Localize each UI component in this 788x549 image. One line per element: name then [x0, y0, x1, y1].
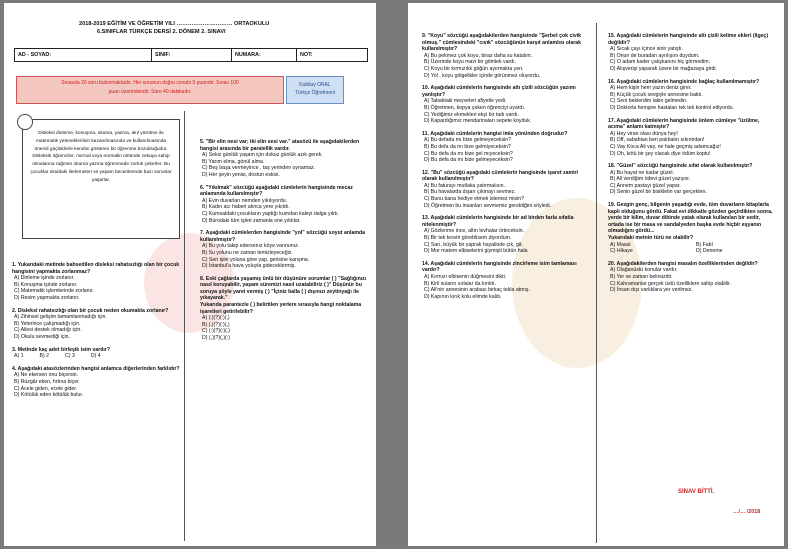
- answer-option[interactable]: B) Kirli suların sırlalar da kırıktı.: [424, 280, 497, 287]
- answer-option[interactable]: C) Beş başa vermeyince , taş yerinden oynamaz.: [202, 165, 316, 172]
- question-text: Aşağıdaki cümlelerin hangisinde bağlaç kullanılmamıştır?: [616, 78, 760, 85]
- question-text: "Koyu" sözcüğü aşağıdakilerden hangisinde "Şerbet çok civik olmuş." cümlesindeki "cıvık" sözcüğünün karşıt anlamlısı olarak kullanılmıştır?: [422, 33, 582, 53]
- question-stem: [12, 347, 180, 354]
- answer-option[interactable]: A) Olağanüstü konular vardır.: [610, 267, 678, 274]
- answer-option[interactable]: B) Off, sabahtan beri palıbatın sıkıntıdan!: [610, 137, 705, 144]
- answer-option[interactable]: A) Hey viran olası dünya hey!: [610, 130, 678, 137]
- answer-option[interactable]: A) Bu pekmez çok koyu, biraz daha su katalım.: [424, 52, 533, 59]
- answer-option[interactable]: C) Acele giden, ecele gider.: [14, 385, 78, 392]
- question-text: Yukarıdaki metinde bahsedilen disleksi rahatsızlığı olan bir çocuk hangisini yapmakta zorlanmaz?: [12, 262, 180, 275]
- answer-option[interactable]: B) Bu havalarda dışarı çıkmayı sevmez.: [424, 189, 516, 196]
- answer-option[interactable]: D) Bürodaki tüm işleri zamanla one yıktılar.: [202, 217, 301, 224]
- answer-option[interactable]: D) Yol , koyu gölgelikler içinde görünmez oluyordu.: [424, 72, 541, 79]
- question-number: 5.: [200, 139, 205, 145]
- answer-options: [608, 242, 776, 255]
- answer-option[interactable]: C) Ailesi destek olmadığı için.: [14, 327, 82, 334]
- answer-options: [422, 137, 592, 163]
- answer-option[interactable]: C) (:)(?)(:)(,): [202, 328, 230, 335]
- question-13: [422, 215, 592, 255]
- question-number: 2.: [12, 307, 17, 314]
- question-stem: [200, 230, 370, 243]
- answer-options: [12, 372, 180, 398]
- answer-option[interactable]: B) Küçük çocuk sevgiyle annesine baktı.: [610, 91, 703, 98]
- question-18: [608, 163, 776, 196]
- answer-option[interactable]: C) Matematik işlemlerinde zorlanır.: [14, 288, 94, 295]
- question-17: [608, 118, 776, 158]
- question-16: [608, 79, 776, 112]
- exam-end-text: SINAV BİTTİ.: [678, 489, 715, 495]
- answer-option[interactable]: C) Vay Koca Ali vay, ne hale geçmiş adamcağız!: [610, 143, 721, 150]
- answer-option[interactable]: A) Bu defada mı bize gelmeyeceksin?: [424, 137, 512, 144]
- question-number: 16.: [608, 78, 616, 85]
- exam-page-1: [4, 3, 376, 546]
- question-text: Disleksi rahatsızlığı olan bir çocuk neden okumakta zorlanır?: [17, 307, 169, 314]
- answer-options: [12, 353, 180, 360]
- teacher-box: [286, 76, 344, 104]
- question-stem: [608, 261, 776, 268]
- question-20: [608, 261, 776, 294]
- answer-option[interactable]: B) Yer ve zaman belirsizdir.: [610, 274, 673, 280]
- question-text: Aşağıdakilerden hangisi masalın özelliklerinden değildir?: [616, 260, 758, 267]
- answer-options: [608, 170, 776, 196]
- question-stem: [608, 79, 776, 86]
- answer-options: [200, 243, 370, 269]
- answer-option[interactable]: B) Yeterince çalışmadığı için.: [14, 320, 81, 327]
- answer-options: [422, 183, 592, 209]
- questions-column-1: [12, 262, 180, 405]
- question-stem: [12, 366, 180, 373]
- exam-header: [79, 20, 269, 36]
- question-number: 4.: [12, 365, 17, 372]
- student-info-row: [14, 48, 368, 62]
- question-7: [200, 230, 370, 270]
- question-text: "Bir elin nesi var; iki elin sesi var." atasözü ile aşağıdakilerden hangisi arasında bir paralellik vardır.: [200, 139, 360, 152]
- question-6: [200, 185, 370, 225]
- answer-option[interactable]: B) Bir tek tesviri göreblisem diyordum.: [424, 235, 512, 242]
- answer-option[interactable]: C) 3: [65, 353, 75, 360]
- question-8: [200, 276, 370, 342]
- number-field[interactable]: NUMARA:: [232, 49, 297, 61]
- reading-passage: Disleksi dinleme, konuşma, okuma, yazma, akıl yürütme ile matematik yetenekleriinin kazanılmasında ve kullanılmasında önemli güçlüklerle kendini gösteren bir öğrenme bozukluğudur. Disleksik öğrenciler, normal veya normalin üstünde zekaya sahip olmalarına rağmen okuma yazma öğrenmede zorluk çekerler. Bu çocuklar okuldaki ilerlemeleri ve yaşam becerilerinde bazı sorunlar yaşarlar.: [22, 119, 180, 239]
- answer-options: [422, 53, 592, 79]
- exam-page-2: [408, 3, 784, 546]
- question-stem: [608, 118, 776, 131]
- answer-option[interactable]: D) Kapardığımız mendarinaları sepete koyduk.: [424, 118, 532, 125]
- question-number: 11.: [422, 130, 429, 137]
- answer-option[interactable]: A) Dinleme işinde zorlanır.: [14, 275, 75, 282]
- answer-option[interactable]: B) Öğretmen, kopya çeken öğrenciyi uyardı.: [424, 104, 526, 111]
- answer-option[interactable]: D) Senin güzel bir bisikletin var gerçekten.: [610, 189, 707, 196]
- answer-options: [422, 274, 592, 300]
- answer-option[interactable]: D) Alışverişi yaparak üzere bir mağazaya girdi.: [610, 65, 717, 72]
- answer-option[interactable]: D) Resim yapmakta zorlanır.: [14, 294, 80, 301]
- column-divider: [184, 111, 185, 541]
- questions-column-4: [608, 33, 776, 300]
- answer-option[interactable]: D) Kapının kırık kolu elimde kaldı.: [424, 293, 502, 300]
- question-number: 12.: [422, 169, 430, 176]
- name-field[interactable]: AD - SOYAD:: [15, 49, 152, 61]
- question-number: 1.: [12, 262, 17, 268]
- grade-field[interactable]: NOT:: [300, 52, 313, 58]
- question-stem: [200, 139, 370, 152]
- question-stem: [422, 170, 592, 183]
- answer-option[interactable]: C) Bu defa da mı bize gel mıyeceksin?: [424, 150, 513, 157]
- question-stem: [608, 163, 776, 170]
- question-10: [422, 85, 592, 125]
- answer-option[interactable]: A) 1: [14, 353, 24, 360]
- question-stem: [422, 261, 592, 274]
- answer-option[interactable]: D) Öğretmen bu insanları sevmemiz gerektiğini söyledi.: [424, 202, 552, 209]
- answer-option[interactable]: B) Onun de buradan ayrılışını duydum.: [610, 52, 700, 59]
- answer-option[interactable]: C) Ali'nin annesinin arabası birkaç tekla atmış.: [424, 287, 530, 294]
- answer-option[interactable]: D) 4: [90, 353, 101, 360]
- question-19: [608, 202, 776, 255]
- answer-options: [422, 228, 592, 254]
- question-stem: [12, 262, 180, 275]
- question-text: "Güzel" sözcüğü hangisinde sıfat olarak kullanılmıştır?: [616, 163, 753, 170]
- answer-option[interactable]: A) Sıcak çayı içince sinir yatıştı.: [610, 46, 683, 53]
- header-line-1: 2018-2019 EĞİTİM VE ÖĞRETİM YILI ………………………… ORTAOKULU: [79, 21, 270, 27]
- class-field[interactable]: SINIF:: [152, 49, 232, 61]
- question-text: Aşağıdaki cümlelerin hangisinde zincirleme isim tamlaması vardır?: [422, 260, 577, 274]
- answer-option[interactable]: B) Su yolunu ne zaman temizleyeceğiz.: [202, 249, 293, 256]
- question-11: [422, 131, 592, 164]
- question-stem: [200, 185, 370, 198]
- question-stem: [422, 131, 592, 138]
- answer-option[interactable]: B) Rüzgâr eken, fırtına biçer.: [14, 378, 81, 385]
- teacher-role: Türkçe Öğretmeni: [294, 90, 335, 96]
- exam-date: …/… /2018: [733, 509, 761, 515]
- answer-option[interactable]: D) İstanbul'a hava yoluyla gideceklermiş.: [202, 263, 296, 270]
- question-stem: [608, 33, 776, 46]
- answer-option[interactable]: C) Annem pastayı güzel yapar.: [610, 182, 681, 189]
- question-number: 8.: [200, 275, 205, 282]
- question-subprompt: Yukarıdaki metnin türü ne olabilir?: [608, 235, 694, 242]
- answer-option[interactable]: D) İnsan dışı varlıklara yer verilmez.: [610, 287, 693, 294]
- answer-options: [422, 98, 592, 124]
- answer-option[interactable]: C) Yediğimiz ekmekleri ekşi bir tadı vardı.: [424, 111, 519, 118]
- question-number: 3.: [12, 346, 17, 353]
- answer-option[interactable]: D) Oh, kötü bir şey olacak diye ödüm koptu!: [610, 150, 711, 157]
- question-stem: [200, 276, 370, 302]
- answer-option[interactable]: B) Konuşma işinde zorlanır.: [14, 281, 78, 288]
- question-number: 17.: [608, 117, 616, 124]
- answer-option[interactable]: B) Üzerinde koyu mavi bir gömlek vardı.: [424, 59, 516, 66]
- question-15: [608, 33, 776, 73]
- answer-options: [200, 198, 370, 224]
- answer-option[interactable]: B) 2: [39, 353, 50, 360]
- question-3: [12, 347, 180, 360]
- instructions-line-2: puan üzerindendir. Süre 40 dakikadır.: [108, 89, 192, 95]
- answer-options: [12, 314, 180, 340]
- question-number: 18.: [608, 163, 616, 170]
- answer-option[interactable]: C) O adam kader çalışkanını hiç görmedim.: [610, 59, 711, 66]
- question-text: Gezgin genç, bilgenin yaşadığı evde, tüm duvarların kitaplarla kaplı olduğunu gördü. Fakat evi dikkatle gözden geçirdikten sonra, yerde bir kilim, duvar dibinde yatak olarak kullanılan bir sedir, ortada ise bir masa ve sandalyeden başka evde hiçbir eşyanın olmadığını gördü...: [608, 202, 773, 235]
- question-subprompt: Yukarıda parantezle ( ) belirtilen yerlere sırasıyla hangi noktalama işaretleri getirilebilir?: [200, 302, 362, 315]
- question-stem: [608, 202, 776, 235]
- question-text: Aşağıdaki cümlelerin hangisinde altı çizili sözcüğün yazımı yanlıştır?: [422, 85, 576, 98]
- instructions-line-1: Sınavda 20 soru bulunmaktadır. Her sorunun doğru cevabı 5 puandır. Sınav 100: [61, 80, 239, 86]
- answer-option[interactable]: D) Mor matem elbiselerini giymişti bütün hala: [424, 248, 528, 255]
- answer-options: [200, 152, 370, 178]
- answer-option[interactable]: A) Tabaktaki meyveleri afiyetle yedi.: [424, 98, 507, 105]
- question-9: [422, 33, 592, 79]
- question-text: Aşağıdaki atasözlerinden hangisi anlamca diğerlerinden farklıdır?: [17, 365, 180, 372]
- answer-option[interactable]: A) Bu faturayı mutlaka yatırmalısın.: [424, 182, 506, 189]
- answer-option[interactable]: D) Okulu sevmediği için.: [14, 333, 70, 340]
- answer-option[interactable]: A) Gözlerime ince, altın levhalar örteceksin.: [424, 228, 525, 235]
- answer-option[interactable]: A) Zihinsel gelişim tamamlanmadığı için.: [14, 314, 107, 321]
- answer-options: [608, 131, 776, 157]
- answer-option[interactable]: B) Ali verdiğim ödevi güzel yazıyor.: [610, 176, 691, 183]
- question-number: 19.: [608, 202, 616, 209]
- question-stem: [422, 33, 592, 53]
- question-text: Eski çağlarda yaşamış ünlü bir düşünüre sorumlar ( ) "Sağlığınızı nasıl koruyabilir, yaşam süremizi nasıl uzatabiliriz ( )" Düşünür bu soruya şöyle yanıt vermiş ( ) "İçiniz balla ( ) dışınızı zeytinyağı ile yıkayarak.": [200, 275, 367, 302]
- question-text: Aşağıdaki cümlelerden hangisinde "yol" sözcüğü soyut anlamda kullanılmıştır?: [200, 230, 366, 243]
- question-number: 14.: [422, 260, 430, 267]
- answer-option[interactable]: A) Bu yolu takip edersenız köye varırsınız.: [202, 243, 300, 250]
- question-text: Aşağıdaki cümlelerin hangisinde altı çizili kelime ekleri (ilgeç) değildir?: [608, 33, 769, 46]
- answer-option[interactable]: B) (,)(?)(:)(,): [202, 321, 230, 328]
- question-number: 20.: [608, 260, 616, 267]
- answer-option[interactable]: D) Bu defa da mı bize gelmeyeceksin?: [424, 157, 513, 164]
- question-5: [200, 139, 370, 179]
- question-text: Aşağıdaki cümlelerin hangisinde bir ad birden fazla sıfatla nitelenmiştir?: [422, 215, 574, 228]
- answer-option[interactable]: A) Kırmızı elbisenin düğmesini dikti.: [424, 274, 507, 280]
- column-divider: [596, 23, 597, 543]
- question-stem: [422, 215, 592, 228]
- question-number: 6.: [200, 184, 205, 191]
- question-14: [422, 261, 592, 301]
- question-text: Metinde kaç adet birleşik isim vardır?: [17, 346, 111, 353]
- answer-option[interactable]: C) Kahramanlar gerçek üstü özelliklere sahip olabilir.: [610, 280, 731, 287]
- answer-option[interactable]: C) Bunu bana hediye etmek istemez misin?: [424, 196, 525, 203]
- question-4: [12, 366, 180, 399]
- answer-option[interactable]: D) Doktorla hemşire hastaları tek tek kontrol ediyordu.: [610, 104, 734, 111]
- exam-instructions: [16, 76, 284, 104]
- question-number: 15.: [608, 33, 616, 39]
- answer-option[interactable]: A) (:)(?)(:)(,): [202, 315, 230, 322]
- answer-options: [200, 315, 370, 341]
- question-stem: [422, 85, 592, 98]
- answer-options: [608, 267, 776, 293]
- questions-column-3: [422, 33, 592, 306]
- question-number: 9.: [422, 33, 427, 39]
- answer-option[interactable]: A) Masal: [610, 241, 631, 248]
- answer-option[interactable]: B) Yarım elma, gönül alma.: [202, 158, 265, 165]
- answer-option[interactable]: B) Kadın acı haberi alınca yere yıkıldı.: [202, 204, 290, 211]
- answer-option[interactable]: D) Her şeyin yenisi, dostun eskisi.: [202, 171, 280, 178]
- question-text: Aşağıdaki cümlelerin hangisi imla yönünden doğrudur?: [430, 130, 568, 137]
- question-2: [12, 308, 180, 341]
- answer-option[interactable]: C) Koyu bir kırmızılık göğün ayırmakta yeri.: [424, 65, 524, 72]
- questions-column-2: [200, 139, 370, 348]
- question-number: 10.: [422, 85, 430, 92]
- question-text: "Yıkılmak" sözcüğü aşağıdaki cümlelerin hangisinde mecaz anlamında kullanılmıştır?: [200, 184, 353, 198]
- answer-options: [608, 46, 776, 72]
- question-text: "Bu" sözcüğü aşağıdaki cümlelerin hangisinde işaret zamiri olarak kullanılmıştır?: [422, 169, 579, 183]
- answer-option[interactable]: B) Bu defa da mı bize gelmiyeceksin?: [424, 143, 511, 150]
- answer-options: [608, 85, 776, 111]
- header-line-2: 6.SINIFLAR TÜRKÇE DERSİ 2. DÖNEM 2. SINAVI: [97, 29, 226, 35]
- question-number: 7.: [200, 230, 205, 237]
- answer-option[interactable]: D) Kötülük eden kötülük bulur.: [14, 392, 84, 399]
- question-1: [12, 262, 180, 302]
- answer-option[interactable]: B) Fabl: [696, 241, 713, 248]
- teacher-name: Kubilay ORAL: [299, 82, 331, 88]
- answer-option[interactable]: A) Hem kişin hem yazın deniz girer.: [610, 85, 692, 92]
- question-number: 13.: [422, 215, 430, 222]
- answer-option[interactable]: C) Sen işini yoluna göre yap, gerisine karışma.: [202, 256, 310, 263]
- answer-option[interactable]: A) Evin duvarları nemden yıkılıyordu.: [202, 197, 288, 204]
- question-text: Aşağıdaki cümlelerin hangisinde ünlem cümleye "üzülme, acıma" anlamı katmıştır?: [608, 117, 760, 131]
- question-12: [422, 170, 592, 210]
- answer-option[interactable]: A) Bu hayat ne kadar güzel.: [610, 169, 675, 176]
- question-stem: [12, 308, 180, 315]
- answer-option[interactable]: D) Deneme: [696, 248, 723, 255]
- answer-option[interactable]: A) Sekiz günlük yaşam için dokuz günlük azık gerek.: [202, 152, 323, 159]
- answer-option[interactable]: C) Hikaye: [610, 248, 633, 255]
- answer-option[interactable]: C) Seni beklerdim lakin gelmedin.: [610, 98, 688, 105]
- answer-options: [12, 275, 180, 301]
- answer-option[interactable]: D) (,)(?)(,)(:): [202, 335, 230, 342]
- answer-option[interactable]: C) Kumsaldaki çocukların yaptığı kumdan kaleyi dalga yıktı.: [202, 210, 339, 217]
- answer-option[interactable]: A) Ne ekersen onu biçersin.: [14, 372, 79, 379]
- answer-option[interactable]: C) Sarı, büyük bir yaprak hayalinde çık, git.: [424, 241, 523, 248]
